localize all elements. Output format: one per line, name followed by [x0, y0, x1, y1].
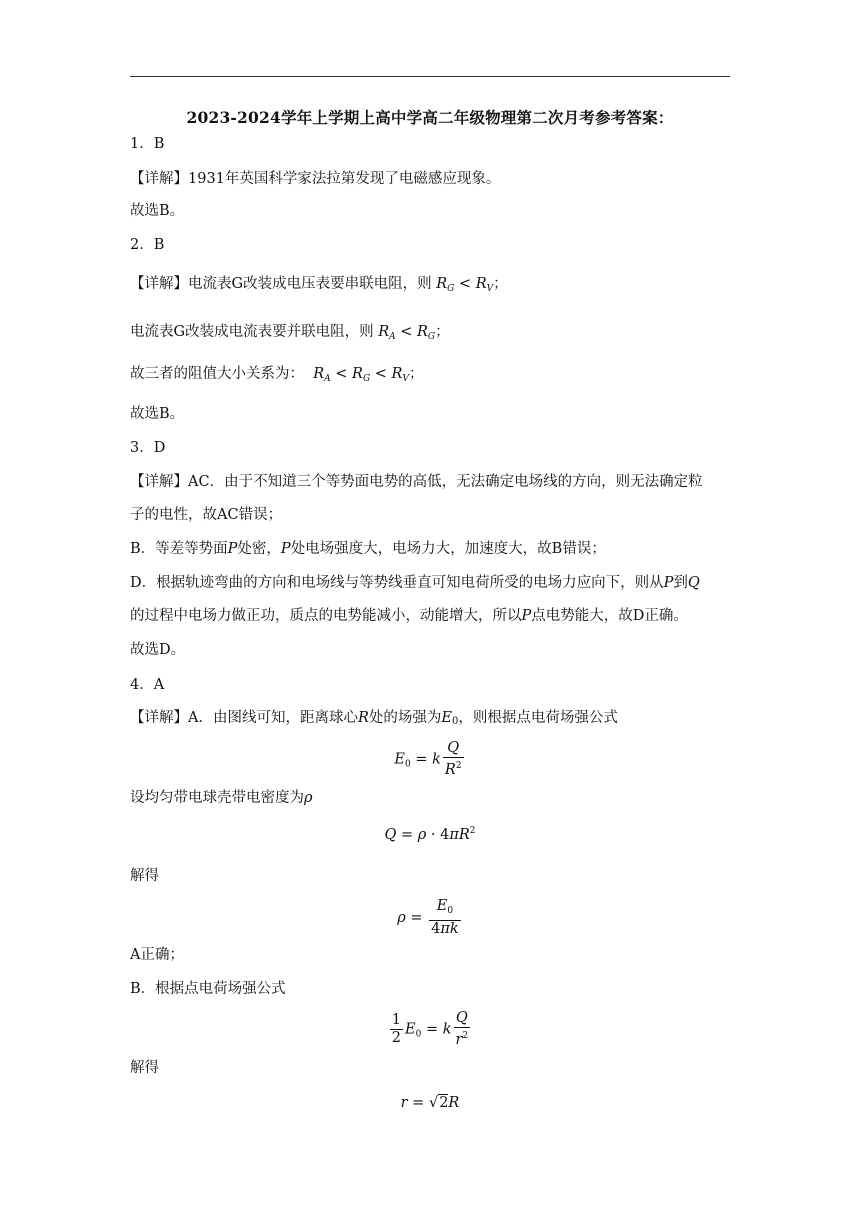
- q4-line3: 解得: [130, 868, 159, 884]
- q3-line3: B．等差等势面P处密，P处电场强度大，电场力大，加速度大，故B错误；: [130, 541, 606, 557]
- q4-line2: 设均匀带电球壳带电密度为ρ: [130, 790, 313, 806]
- formula-r-sqrt2: r = √2R: [400, 1095, 460, 1111]
- q2-line3: 故三者的阻值大小关系为： $R_A < R_G < R_V$；: [130, 366, 424, 384]
- q4-line1: 【详解】A．由图线可知，距离球心R处的场强为$E_0$，则根据点电荷场强公式: [130, 710, 618, 727]
- q2-formula-rg-lt-rv: $R_G < R_V$；: [436, 276, 508, 294]
- q2-conclusion: 故选B。: [130, 406, 185, 422]
- q3-line1: 【详解】AC．由于不知道三个等势面电势的高低，无法确定电场线的方向，则无法确定粒: [130, 474, 703, 490]
- q4-line5: B．根据点电荷场强公式: [130, 981, 286, 997]
- formula-half-e0: $\frac{1}{2}$ $E_0 = k$ $\frac{Q}{r^2}$: [391, 1010, 469, 1048]
- q4-answer: 4．A: [130, 677, 165, 693]
- formula-q-rho: $Q = \rho \cdot 4\pi R^2$: [384, 826, 476, 843]
- q4-line4: A正确；: [130, 947, 184, 963]
- q2-detail: 【详解】电流表G改装成电压表要串联电阻，则 $R_G < R_V$；: [130, 276, 508, 294]
- document-title: 2023-2024学年上学期上高中学高二年级物理第二次月考参考答案：: [186, 108, 674, 127]
- formula-rho: ρ = $\frac{E_0}{4\pi k}$: [397, 898, 459, 937]
- formula-e0-kq-r2: $E_0 = k$ $\frac{Q}{R^2}$: [394, 740, 462, 778]
- q1-answer: 1．B: [130, 136, 165, 152]
- q1-detail: 【详解】1931年英国科学家法拉第发现了电磁感应现象。: [130, 171, 501, 187]
- q1-conclusion: 故选B。: [130, 203, 185, 219]
- header-rule: [130, 76, 730, 77]
- q3-conclusion: 故选D。: [130, 642, 186, 658]
- q3-answer: 3．D: [130, 440, 166, 456]
- q2-answer: 2．B: [130, 237, 165, 253]
- q2-formula-ra-lt-rg: $R_A < R_G$；: [378, 324, 450, 342]
- q2-line2: 电流表G改装成电流表要并联电阻，则 $R_A < R_G$；: [130, 324, 450, 342]
- q4-line6: 解得: [130, 1060, 159, 1076]
- q3-line2: 子的电性，故AC错误；: [130, 507, 283, 523]
- q3-line5: 的过程中电场力做正功，质点的电势能减小，动能增大，所以P点电势能大，故D正确。: [130, 608, 688, 624]
- q3-line4: D．根据轨迹弯曲的方向和电场线与等势线垂直可知电荷所受的电场力应向下，则从P到Q: [130, 575, 700, 591]
- q2-formula-order: $R_A < R_G < R_V$；: [313, 366, 424, 384]
